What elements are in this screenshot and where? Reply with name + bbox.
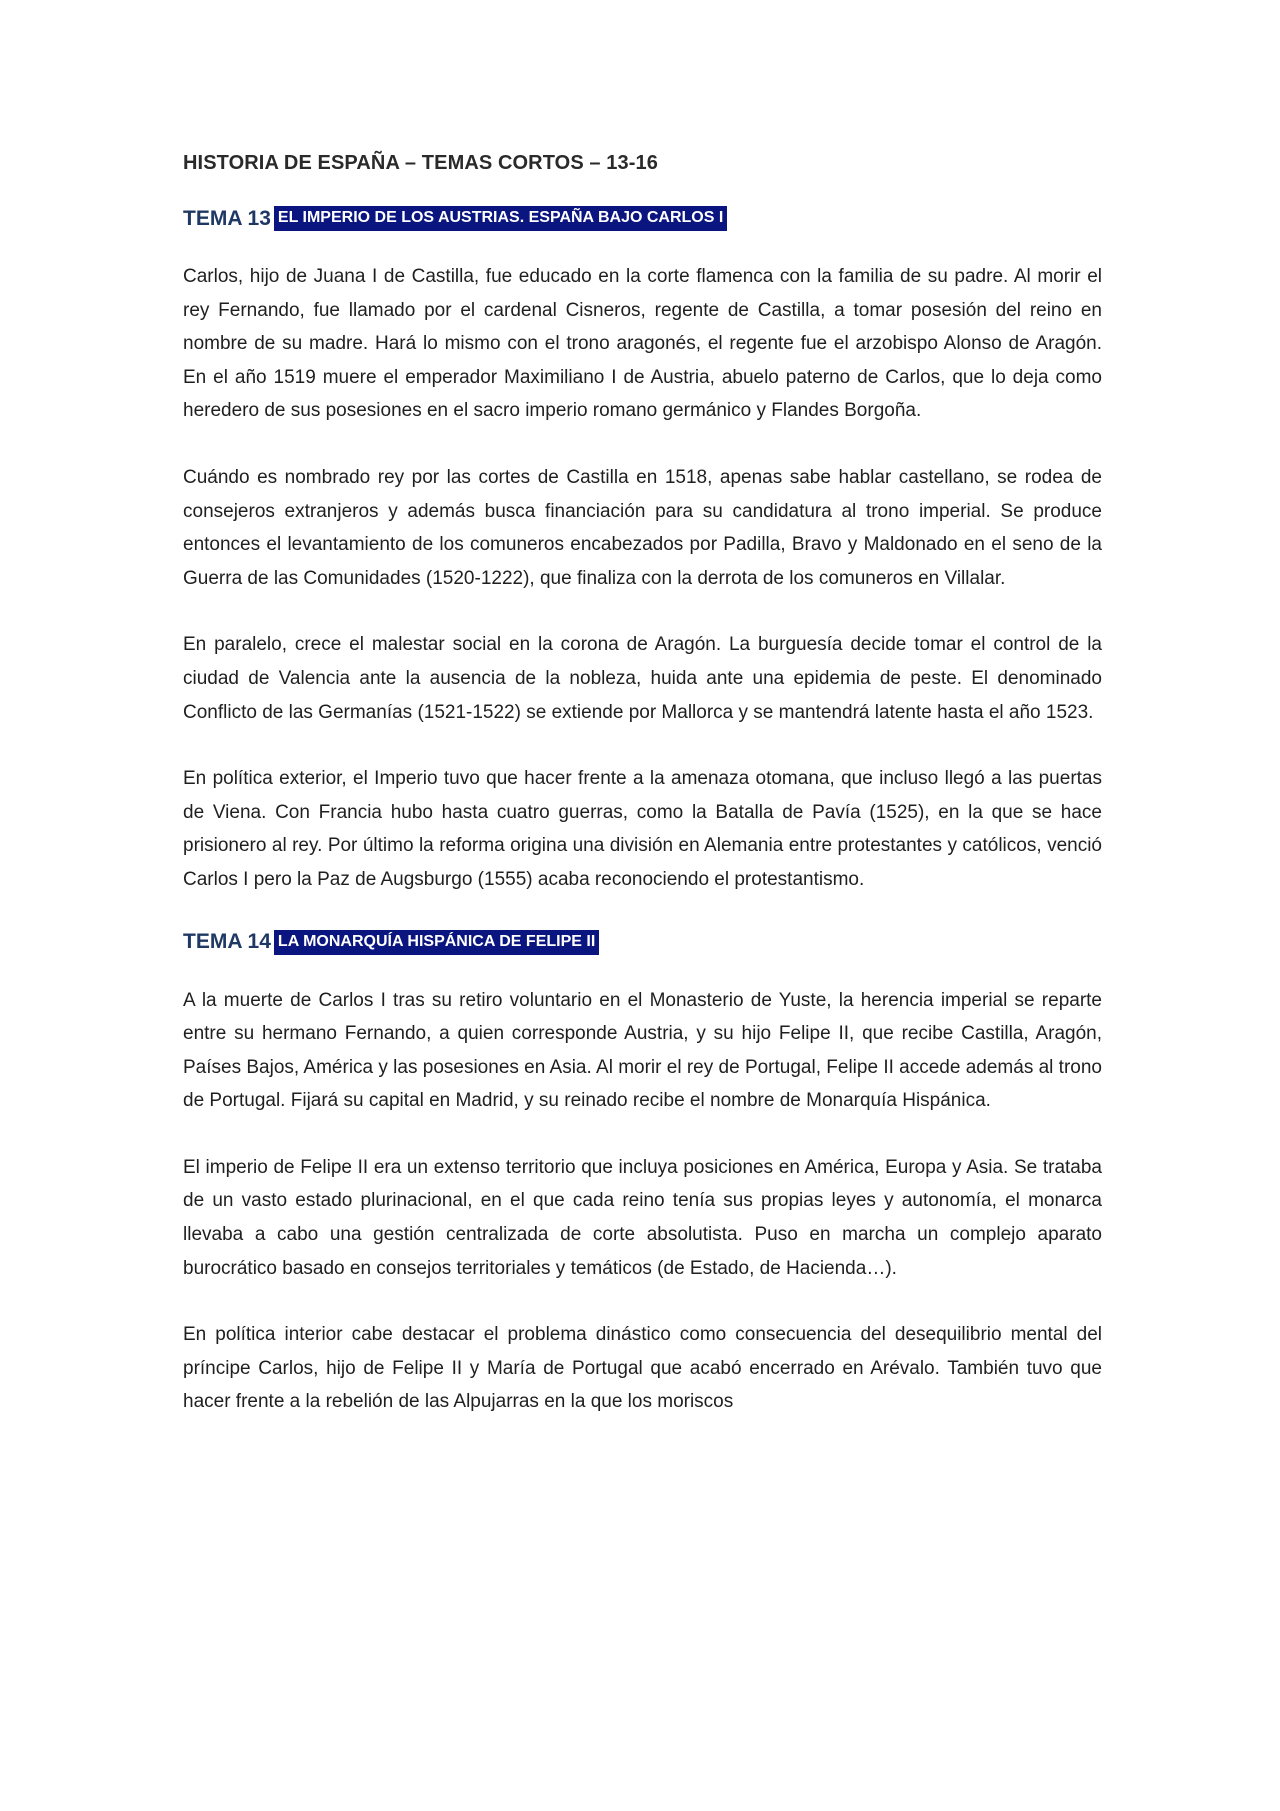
tema-13-label: TEMA 13 xyxy=(183,206,271,230)
tema-13-paragraph: En política exterior, el Imperio tuvo que hacer frente a la amenaza otomana, que incluso llegó a las puertas de Viena. Con Francia hubo hasta cuatro guerras, como la Batalla de Pavía (1525), en la que se hace prisionero al rey. Por último la reforma origina una división en Alemania entre protestantes y católicos, venció Carlos I pero la Paz de Augsburgo (1555) acaba reconociendo el protestantismo. xyxy=(183,768,1102,890)
tema-14-title: LA MONARQUÍA HISPÁNICA DE FELIPE II xyxy=(274,930,599,955)
tema-14-heading xyxy=(183,930,1102,955)
tema-13-title: EL IMPERIO DE LOS AUSTRIAS. ESPAÑA BAJO CARLOS I xyxy=(274,206,727,231)
tema-13-heading xyxy=(183,206,1102,231)
tema-13-paragraph: En paralelo, crece el malestar social en la corona de Aragón. La burguesía decide tomar el control de la ciudad de Valencia ante la ausencia de la nobleza, huida ante una epidemia de peste. El denominado Conflicto de las Germanías (1521-1522) se extiende por Mallorca y se mantendrá latente hasta el año 1523. xyxy=(183,634,1102,723)
document-title: HISTORIA DE ESPAÑA – TEMAS CORTOS – 13-16 xyxy=(183,152,658,174)
tema-13-paragraph: Carlos, hijo de Juana I de Castilla, fue educado en la corte flamenca con la familia de su padre. Al morir el rey Fernando, fue llamado por el cardenal Cisneros, regente de Castilla, a tomar posesión del reino en nombre de su madre. Hará lo mismo con el trono aragonés, el regente fue el arzobispo Alonso de Aragón. En el año 1519 muere el emperador Maximiliano I de Austria, abuelo paterno de Carlos, que lo deja como heredero de sus posesiones en el sacro imperio romano germánico y Flandes Borgoña. xyxy=(183,266,1102,422)
tema-14-paragraph: El imperio de Felipe II era un extenso territorio que incluya posiciones en América, Europa y Asia. Se trataba de un vasto estado plurinacional, en el que cada reino tenía sus propias leyes y autonomía, el monarca llevaba a cabo una gestión centralizada de corte absolutista. Puso en marcha un complejo aparato burocrático basado en consejos territoriales y temáticos (de Estado, de Hacienda…). xyxy=(183,1156,1102,1279)
tema-14-paragraph: En política interior cabe destacar el problema dinástico como consecuencia del desequilibrio mental del príncipe Carlos, hijo de Felipe II y María de Portugal que acabó encerrado en Arévalo. También tuvo que hacer frente a la rebelión de las Alpujarras en la que los moriscos xyxy=(183,1324,1102,1413)
tema-13-paragraph: Cuándo es nombrado rey por las cortes de Castilla en 1518, apenas sabe hablar castellano, se rodea de consejeros extranjeros y además busca financiación para su candidatura al trono imperial. Se produce entonces el levantamiento de los comuneros encabezados por Padilla, Bravo y Maldonado en el seno de la Guerra de las Comunidades (1520-1222), que finaliza con la derrota de los comuneros en Villalar. xyxy=(183,466,1102,589)
tema-14-paragraph: A la muerte de Carlos I tras su retiro voluntario en el Monasterio de Yuste, la herencia imperial se reparte entre su hermano Fernando, a quien corresponde Austria, y su hijo Felipe II, que recibe Castilla, Aragón, Países Bajos, América y las posesiones en Asia. Al morir el rey de Portugal, Felipe II accede además al trono de Portugal. Fijará su capital en Madrid, y su reinado recibe el nombre de Monarquía Hispánica. xyxy=(183,989,1102,1112)
tema-14-label: TEMA 14 xyxy=(183,930,271,953)
